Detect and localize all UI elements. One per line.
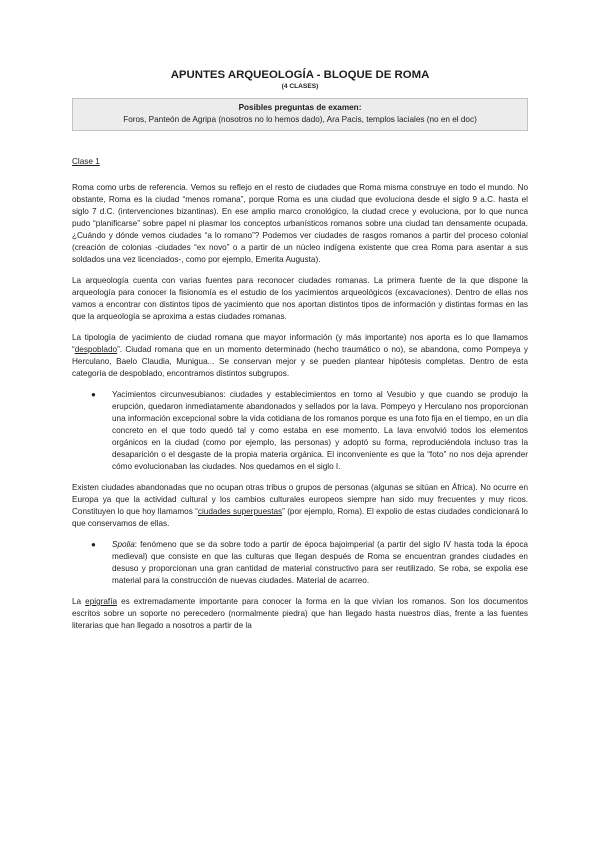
exam-box-title: Posibles preguntas de examen: (238, 103, 362, 112)
paragraph-2: La arqueología cuenta con varias fuentes para reconocer ciudades romanas. La primera fuente de la que dispone la arqueología para conocer la fisionomía es el estudio de los yacimientos arqueológicos (excavaciones). Dentro de ellas nos vamos a encontrar con distintos tipos de yacimiento que nos aportan distintos tipos de información y distintas formas en las que la arqueología se aproxima a estas ciudades romanas. (72, 276, 528, 321)
document-title: APUNTES ARQUEOLOGÍA - BLOQUE DE ROMA (170, 69, 430, 81)
bullet-icon: ● (91, 390, 96, 399)
term-spolia: Spolia (112, 540, 135, 549)
section-heading: Clase 1 (72, 157, 100, 166)
paragraph-3-start: La tipología de yacimiento de ciudad romana que mayor información (y más importante) nos aporta es lo que llamamos “ (72, 333, 528, 354)
paragraph-5 (72, 596, 528, 632)
term-epigrafia: epigrafía (85, 597, 118, 606)
bullet-item (72, 389, 528, 473)
document-subtitle: (4 CLASES) (281, 83, 319, 90)
bullet-2-text (112, 539, 528, 587)
paragraph-4-end: ” (por ejemplo, Roma). El expolio de estas ciudades condicionará lo que conservamos de ellas. (72, 507, 528, 528)
paragraph-4 (72, 482, 528, 530)
term-despoblado: despoblado (74, 345, 118, 354)
exam-box-text: Foros, Panteón de Agripa (nosotros no lo hemos dado), Ara Pacis, templos laciales (no en el doc) (123, 115, 477, 124)
paragraph-1: Roma como urbs de referencia. Vemos su reflejo en el resto de ciudades que Roma misma construye en todo el mundo. No obstante, Roma es la ciudad “menos romana”, porque Roma es una ciudad que evoluciona desde el siglo 9 a.C. hasta el siglo 7 d.C. (intervenciones bizantinas). En ese amplio marco cronológico, la ciudad crece y evoluciona, por lo que nunca pudo “planificarse” sobre papel ni plasmar los conceptos urbanísticos romanos sobre una ciudad tan densamente ocupada. ¿Cuándo y dónde vemos ciudades “a lo romano”? Podemos ver ciudades de rasgos romanos a partir del proceso colonial (creación de colonias -ciudades “ex novo” o a partir de un núcleo indígena existente que crea Roma para asentar a sus soldados una vez licenciados-, como por ejemplo, Emerita Augusta). (72, 183, 528, 264)
bullet-1-text: Yacimientos circunvesubianos: ciudades y establecimientos en torno al Vesubio y que cuando se produjo la erupción, quedaron inmediatamente abandonados y sellados por la lava. Pompeyo y Herculano nos proporcionan una información excepcional sobre la vida cotidiana de los romanos porque es una foto fija en el tiempo, en un día concreto en el que todo quedó tal y como estaba en ese momento. La lava envolvió todos los elementos orgánicos en la ciudad (como por ejemplo, las personas) y adoptó su forma, reproduciéndola incluso tras la desaparición o el desgaste de la propia materia orgánica. El inconveniente es que la “foto” no nos deja aprender cómo evolucionaban las ciudades. Nos quedamos en el siglo I. (112, 390, 528, 471)
paragraph-3 (72, 332, 528, 380)
bullet-icon: ● (91, 540, 96, 549)
paragraph-3-end: ”. Ciudad romana que en un momento determinado (hecho traumático o no), se abandona, como Pompeya y Herculano, Baelo Claudia, Munigua... Se conservan mejor y se pueden plantear hipótesis completas. Dentro de esta categoría de despoblado, encontramos distintos subgrupos. (72, 345, 528, 378)
paragraph-4-start: Existen ciudades abandonadas que no ocupan otras tribus o grupos de personas (algunas se sitúan en África). No ocurre en Europa ya que la actividad cultural y los cambios culturales europeos siempre han sido muy frecuentes y muy ricos. Constituyen lo que hoy llamamos “ (72, 483, 528, 516)
bullet-2-rest: : fenómeno que se da sobre todo a partir de época bajoimperial (a partir del siglo IV hasta toda la época medieval) que consiste en que las culturas que llegan después de Roma se encuentran grandes ciudades en desuso y proporcionan una gran cantidad de material constructivo para ser reutilizado. Se roba, se expolia ese material para la construcción de nuevas ciudades. Material de acarreo. (112, 540, 528, 585)
bullet-item (72, 539, 528, 587)
exam-questions-box (72, 98, 528, 131)
term-ciudades-superpuestas: ciudades superpuestas (197, 507, 283, 516)
paragraph-5-end: es extremadamente importante para conocer la forma en la que vivían los romanos. Son los documentos escritos sobre un soporte no perecedero (normalmente piedra) que han llegado hasta nuestros días, frente a las fuentes literarias que han llegado a nosotros a partir de la (72, 597, 528, 630)
paragraph-5-start: La (72, 597, 86, 606)
